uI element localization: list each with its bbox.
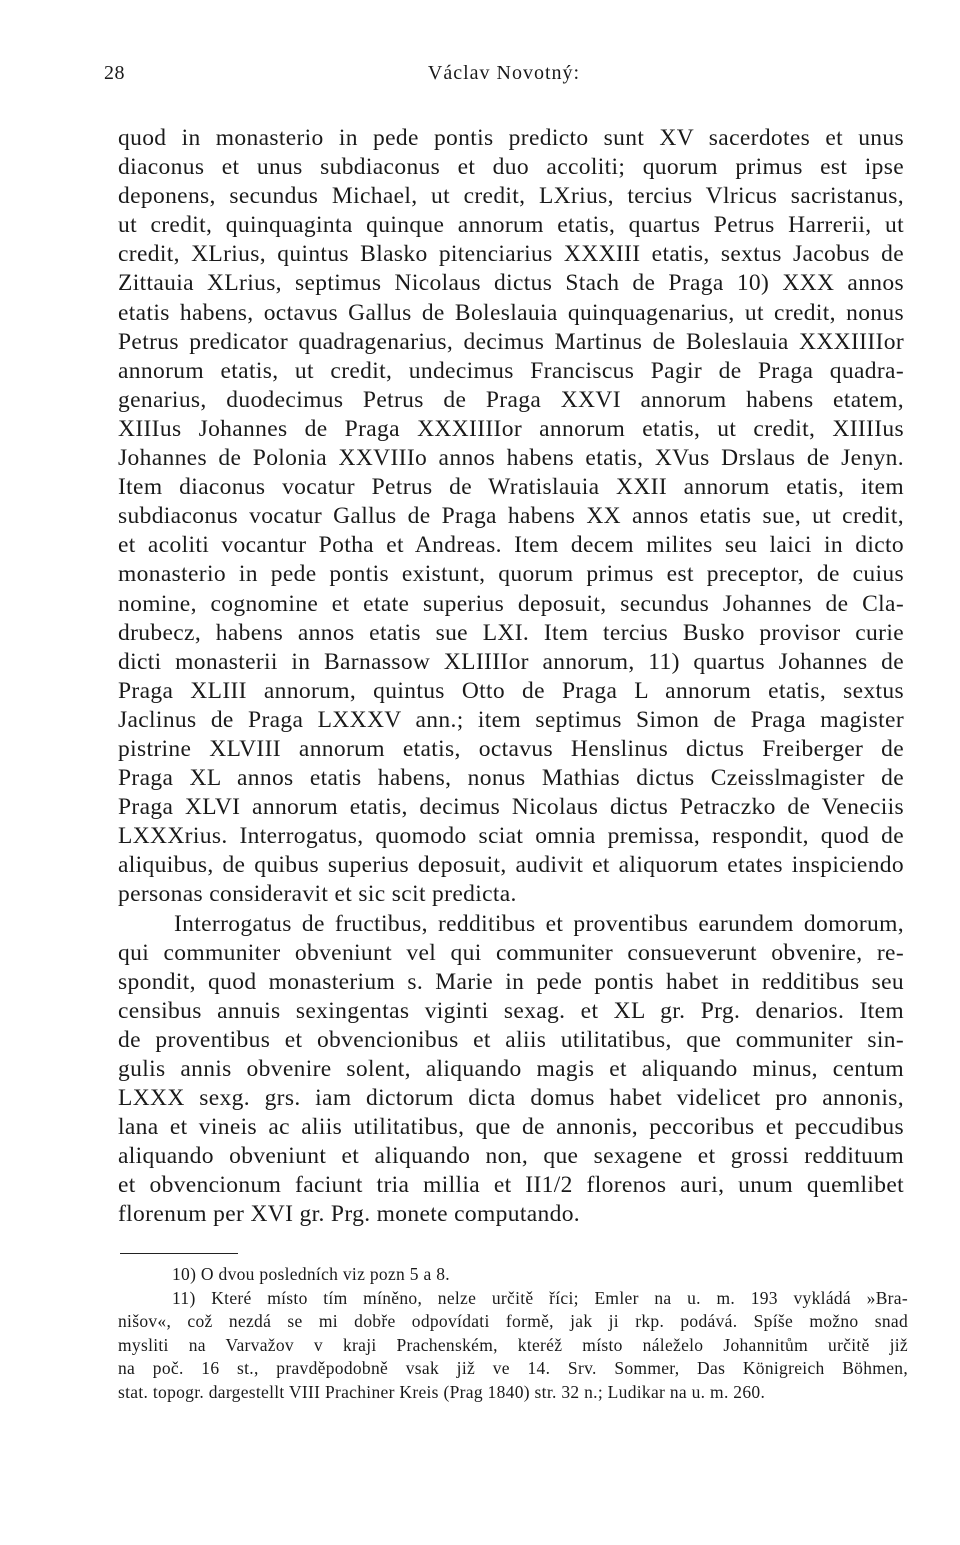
text-line: florenum per XVI gr. Prg. monete computando. bbox=[118, 1201, 581, 1228]
text-line: Jaclinus de Praga LXXXV ann.; item septimus Simon de Praga magister bbox=[118, 706, 904, 733]
text-line: gulis annis obvenire solent, aliquando magis et aliquando minus, centum bbox=[118, 1056, 904, 1082]
main-text bbox=[118, 124, 904, 1230]
text-line: personas consideravit et sic scit predicta. bbox=[118, 881, 517, 908]
footnote-line: stat. topogr. dargestellt VIII Prachiner Kreis (Prag 1840) str. 32 n.; Ludikar na u. m. 260. bbox=[118, 1381, 766, 1402]
text-line: qui communiter obveniunt vel qui communiter consueverunt obvenire, re- bbox=[118, 939, 904, 966]
text-line: subdiaconus vocatur Gallus de Praga habens XX annos etatis sue, ut credit, bbox=[118, 503, 904, 530]
text-line: monasterio in pede pontis existunt, quorum primus est preceptor, de cuius bbox=[118, 561, 904, 588]
text-line: genarius, duodecimus Petrus de Praga XXVI annorum habens etatem, bbox=[118, 386, 904, 413]
footnote-line: mysliti na Varvažov v kraji Prachenském, kteréž místo náleželo Johannitům určitě již bbox=[118, 1334, 908, 1355]
text-line: Praga XLVI annorum etatis, decimus Nicolaus dictus Petraczko de Veneciis bbox=[118, 794, 904, 821]
text-line: etatis habens, octavus Gallus de Boleslauia quinquagenarius, ut credit, nonus bbox=[118, 299, 904, 326]
text-line: Praga XL annos etatis habens, nonus Mathias dictus Czeisslmagister de bbox=[118, 765, 904, 792]
text-line: drubecz, habens annos etatis sue LXI. Item tercius Busko provisor curie bbox=[118, 619, 904, 646]
text-line: et acoliti vocantur Potha et Andreas. Item decem milites seu laici in dicto bbox=[118, 532, 904, 559]
text-line: LXXXrius. Interrogatus, quomodo sciat omnia premissa, respondit, quod de bbox=[118, 823, 904, 850]
text-line: Johannes de Polonia XXVIIIo annos habens etatis, XVus Drslaus de Jenyn. bbox=[118, 445, 904, 472]
footnote-line: na poč. 16 st., pravděpodobně vsak již ve 14. Srv. Sommer, Das Königreich Böhmen, bbox=[118, 1358, 908, 1379]
text-line: censibus annuis sexingentas viginti sexag. et XL gr. Prg. denarios. Item bbox=[118, 997, 904, 1024]
text-line: nomine, cognomine et etate superius deposuit, secundus Johannes de Cla- bbox=[118, 590, 904, 617]
text-line: deponens, secundus Michael, ut credit, LXrius, tercius Vlricus sacristanus, bbox=[118, 183, 904, 210]
text-line: dicti monasterii in Barnassow XLIIIIor annorum, 11) quartus Johannes de bbox=[118, 648, 904, 675]
text-line: lana et vineis ac aliis utilitatibus, que de annonis, peccoribus et peccudibus bbox=[118, 1114, 904, 1141]
text-line: aliquando obveniunt et aliquando non, que sexagene et grossi reddituum bbox=[118, 1143, 904, 1170]
text-line: aliquibus, de quibus superius deposuit, audivit et aliquorum etates inspiciendo bbox=[118, 852, 904, 879]
footnote-line: 10) O dvou posledních viz pozn 5 a 8. bbox=[172, 1264, 450, 1284]
text-line: Praga XLIII annorum, quintus Otto de Praga L annorum etatis, sextus bbox=[118, 677, 904, 704]
footnote-line: nišov«, což nezdá se mi dobře odpovídati formě, jak ji rkp. podává. Spíše možno snad bbox=[118, 1311, 908, 1332]
text-line: Zittauia XLrius, septimus Nicolaus dictus Stach de Praga 10) XXX annos bbox=[118, 270, 904, 297]
running-head: Václav Novotný: bbox=[427, 62, 581, 84]
text-line: et obvencionum faciunt tria millia et II1/2 florenos auri, unum quemlibet bbox=[118, 1172, 904, 1199]
footnote-divider bbox=[120, 1253, 238, 1254]
text-line: spondit, quod monasterium s. Marie in pede pontis habet in redditibus seu bbox=[118, 968, 904, 995]
text-line: de proventibus et obvencionibus et aliis utilitatibus, que communiter sin- bbox=[118, 1026, 904, 1053]
text-line: XIIIus Johannes de Praga XXXIIIIor annorum etatis, ut credit, XIIIIus bbox=[118, 415, 904, 442]
text-line: credit, XLrius, quintus Blasko pitenciarius XXXIII etatis, sextus Jacobus de bbox=[118, 241, 904, 268]
text-line: Petrus predicator quadragenarius, decimus Martinus de Boleslauia XXXIIIIor bbox=[118, 328, 904, 355]
text-line: LXXX sexg. grs. iam dictorum dicta domus habet videlicet pro annonis, bbox=[118, 1085, 904, 1112]
text-line: annorum etatis, ut credit, undecimus Franciscus Pagir de Praga quadra- bbox=[118, 357, 904, 384]
text-line: Interrogatus de fructibus, redditibus et proventibus earundem domorum, bbox=[174, 910, 904, 937]
text-line: diaconus et unus subdiaconus et duo accoliti; quorum primus est ipse bbox=[118, 154, 904, 181]
page-number: 28 bbox=[104, 62, 125, 84]
text-line: Item diaconus vocatur Petrus de Wratislauia XXII annorum etatis, item bbox=[118, 474, 904, 501]
footnote-line: 11) Které místo tím míněno, nelze určitě říci; Emler na u. m. 193 vykládá »Bra- bbox=[172, 1287, 908, 1308]
text-line: quod in monasterio in pede pontis predicto sunt XV sacerdotes et unus bbox=[118, 125, 904, 151]
text-line: pistrine XLVIII annorum etatis, octavus Henslinus dictus Freiberger de bbox=[118, 735, 904, 762]
page-header bbox=[104, 62, 904, 92]
text-line: ut credit, quinquaginta quinque annorum etatis, quartus Petrus Harrerii, ut bbox=[118, 212, 904, 239]
footnotes bbox=[118, 1263, 908, 1405]
